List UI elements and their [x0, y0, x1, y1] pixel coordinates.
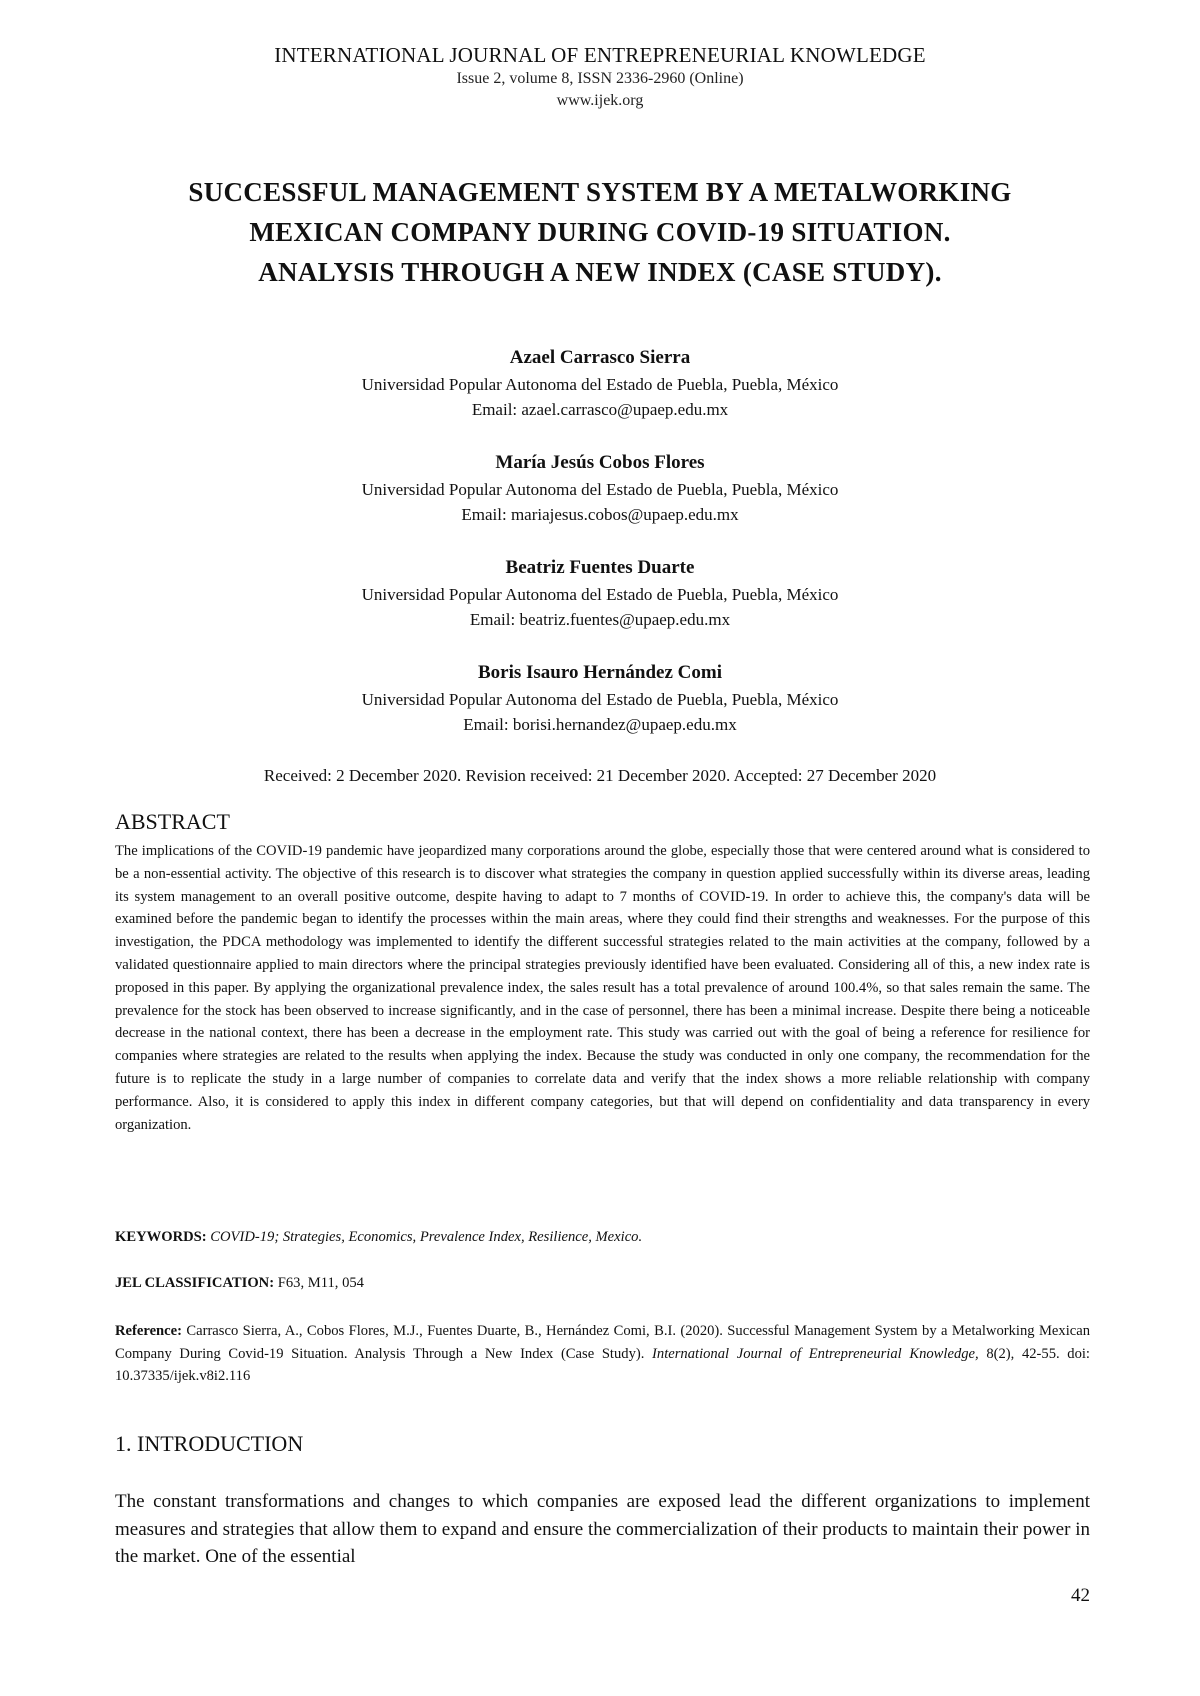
keywords	[115, 1226, 1090, 1248]
author-block	[0, 554, 1200, 659]
paper-title-line: ANALYSIS THROUGH A NEW INDEX (CASE STUDY).	[258, 257, 942, 287]
author-block	[0, 449, 1200, 554]
journal-issue-line: Issue 2, volume 8, ISSN 2336-2960 (Online)	[456, 70, 744, 87]
author-name: Beatriz Fuentes Duarte	[505, 557, 695, 578]
author-list	[0, 344, 1200, 764]
journal-url[interactable]: www.ijek.org	[556, 92, 644, 109]
citation-reference	[115, 1320, 1090, 1388]
author-email[interactable]: Email: borisi.hernandez@upaep.edu.mx	[463, 715, 737, 734]
reference-journal: International Journal of Entrepreneurial Knowledge,	[652, 1345, 987, 1362]
author-email[interactable]: Email: beatriz.fuentes@upaep.edu.mx	[469, 610, 731, 629]
keywords-list: COVID-19; Strategies, Economics, Prevalence Index, Resilience, Mexico.	[210, 1229, 643, 1245]
author-email[interactable]: Email: azael.carrasco@upaep.edu.mx	[471, 400, 729, 419]
reference-text: Carrasco Sierra, A., Cobos Flores, M.J., Fuentes Duarte, B., Hernández Comi, B.I. (2020). Successful Management System by a Metalworking Mexican Company During Covid-19 Situation. Analysis Through a New Index (Case Study).	[115, 1323, 1090, 1362]
jel-classification	[115, 1272, 1090, 1294]
author-name: Azael Carrasco Sierra	[509, 347, 691, 368]
author-name: Boris Isauro Hernández Comi	[477, 662, 722, 683]
author-affiliation: Universidad Popular Autonoma del Estado de Puebla, Puebla, México	[361, 375, 839, 394]
author-block	[0, 344, 1200, 449]
reference-doi: 8(2), 42-55. doi: 10.37335/ijek.v8i2.116	[115, 1345, 1090, 1384]
paper-title-line: SUCCESSFUL MANAGEMENT SYSTEM BY A METALWORKING	[188, 177, 1012, 207]
jel-label: JEL CLASSIFICATION:	[115, 1275, 278, 1291]
paper-title-line: MEXICAN COMPANY DURING COVID-19 SITUATION.	[249, 217, 951, 247]
jel-codes: F63, M11, 054	[277, 1275, 364, 1291]
keywords-label: KEYWORDS:	[115, 1229, 211, 1245]
author-affiliation: Universidad Popular Autonoma del Estado de Puebla, Puebla, México	[361, 690, 839, 709]
page-number: 42	[1071, 1585, 1090, 1606]
author-email[interactable]: Email: mariajesus.cobos@upaep.edu.mx	[461, 505, 739, 524]
paper-title	[80, 172, 1120, 292]
submission-dates: Received: 2 December 2020. Revision received: 21 December 2020. Accepted: 27 December 2020	[263, 766, 937, 785]
author-affiliation: Universidad Popular Autonoma del Estado de Puebla, Puebla, México	[361, 585, 839, 604]
reference-label: Reference:	[115, 1323, 187, 1339]
author-name: María Jesús Cobos Flores	[495, 452, 705, 473]
author-block	[0, 659, 1200, 764]
section-heading-introduction: 1. INTRODUCTION	[115, 1431, 304, 1456]
journal-title: INTERNATIONAL JOURNAL OF ENTREPRENEURIAL KNOWLEDGE	[274, 43, 926, 67]
author-affiliation: Universidad Popular Autonoma del Estado de Puebla, Puebla, México	[361, 480, 839, 499]
journal-header	[0, 42, 1200, 112]
abstract-body: The implications of the COVID-19 pandemic have jeopardized many corporations around the globe, especially those that were centered around what is considered to be a non-essential activity. The objective of this research is to discover what strategies the company in question applied successfully within its diverse areas, leading its system management to an overall positive outcome, despite having to adapt to 7 months of COVID-19. In order to achieve this, the company's data will be examined before the pandemic began to identify the processes within the main areas, where they could find their strengths and weaknesses. For the purpose of this investigation, the PDCA methodology was implemented to identify the different successful strategies related to the main activities at the company, followed by a validated questionnaire applied to main directors where the principal strategies previously identified have been evaluated. Considering all of this, a new index rate is proposed in this paper. By applying the organizational prevalence index, the sales result has a total prevalence of around 100.4%, so that sales remain the same. The prevalence for the stock has been observed to increase significantly, and in the case of personnel, there has been a minimal increase. Despite there being a noticeable decrease in the national context, there has been a decrease in the employment rate. This study was carried out with the goal of being a reference for resilience for companies where strategies are related to the results when applying the index. Because the study was conducted in only one company, the recommendation for the future is to replicate the study in a large number of companies to correlate data and verify that the index shows a more reliable relationship with company performance. Also, it is considered to apply this index in different company categories, but that will depend on confidentiality and data transparency in every organization.	[115, 843, 1090, 1133]
introduction-body: The constant transformations and changes to which companies are exposed lead the different organizations to implement measures and strategies that allow them to expand and ensure the commercialization of their products to maintain their power in the market. One of the essential	[115, 1491, 1090, 1567]
abstract-heading: ABSTRACT	[115, 809, 230, 834]
